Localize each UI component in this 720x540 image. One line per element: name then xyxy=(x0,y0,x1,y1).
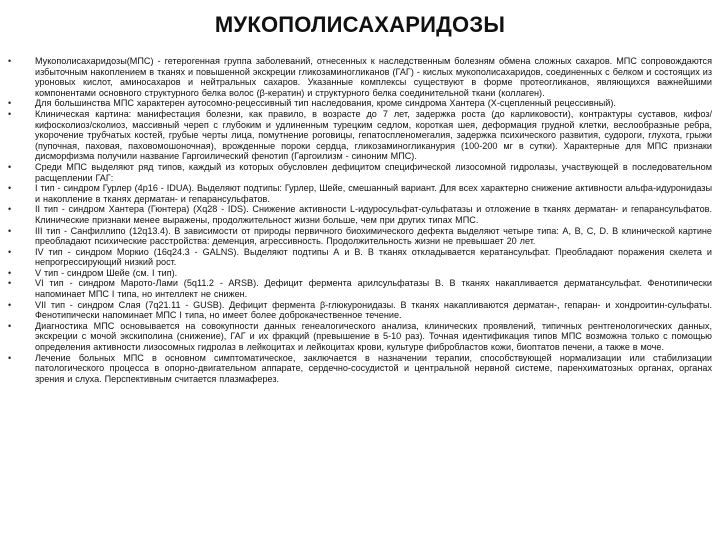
bullet-icon: • xyxy=(8,204,12,215)
bullet-icon: • xyxy=(8,278,12,289)
list-item-text: IV тип - синдром Моркио (16q24.3 - GALNS). Выделяют подтипы А и В. В тканях откладывается кератансульфат. Преобладают поражения скелета и непрогрессирующий низкий рост. xyxy=(35,246,712,268)
list-item xyxy=(8,247,712,268)
list-item-text: Для большинства МПС характерен аутосомно-рецессивный тип наследования, кроме синдрома Хантера (Х-сцепленный рецессивный). xyxy=(35,98,616,109)
list-item-text: VI тип - синдром Марото-Лами (5q11.2 - ARSB). Дефицит фермента арилсульфатазы В. В тканях накапливается дерматансульфат. Фенотипически напоминает МПС I типа, но интеллект не снижен. xyxy=(35,278,712,300)
list-item-text: V тип - синдром Шейе (см. I тип). xyxy=(35,267,178,278)
list-item xyxy=(8,268,712,279)
list-item xyxy=(8,353,712,385)
bullet-icon: • xyxy=(8,352,12,363)
list-item-text: II тип - синдром Хантера (Гюнтера) (Xq28 - IDS). Снижение активности L-идуросульфат-сульфатазы и отложение в тканях дерматан- и гепарансульфатов. Клинические признаки менее выражены, продолжительност жизни больше, чем при других типах МПС. xyxy=(35,204,712,225)
bullet-icon: • xyxy=(8,267,12,278)
bullet-icon: • xyxy=(8,98,12,109)
bullet-icon: • xyxy=(8,299,12,310)
bullet-icon: • xyxy=(8,108,12,119)
list-item xyxy=(8,56,712,98)
list-item xyxy=(8,204,712,225)
list-item-text: VII тип - синдром Слая (7q21.11 - GUSB). Дефицит фермента β-глюкуронидазы. В тканях накапливаются дерматан-, гепаран- и хондроитин-сульфаты. Фенотипически напоминает МПС I типа, но имеет более доброкачественное течение. xyxy=(35,299,712,321)
list-item-text: Диагностика МПС основывается на совокупности данных генеалогического анализа, клинических проявлений, типичных рентгенологических данных, экскреции с мочой экскиполина (снижение), ГАГ и их фракций (превышение в 5-10 раз). Точная идентификация типов МПС возможна только с помощью определения активности лизосомных гидролаз в лейкоцитах и лейкоцитах крови, культуре фибробластов кожи, биоптатов печени, а также в моче. xyxy=(35,320,712,353)
list-item xyxy=(8,300,712,321)
bullet-icon: • xyxy=(8,225,12,236)
list-item-text: I тип - синдром Гурлер (4р16 - IDUA). Выделяют подтипы: Гурлер, Шейе, смешанный вариант. Для всех характерно снижение активности альфа-идуронидазы и накопление в тканях дерматан- и гепарансульфатов. xyxy=(35,183,712,204)
list-item xyxy=(8,183,712,204)
bullet-icon: • xyxy=(8,246,12,257)
page-title: МУКОПОЛИСАХАРИДОЗЫ xyxy=(214,12,506,37)
bullet-icon: • xyxy=(8,161,12,172)
list-item xyxy=(8,321,712,353)
bullet-icon: • xyxy=(8,56,12,66)
list-item xyxy=(8,226,712,247)
list-item-text: Клиническая картина: манифестация болезни, как правило, в возрасте до 7 лет, задержка роста (до карликовости), контрактуры суставов, кифоз/кифосколиоз/сколиоз, массивный череп с глубоким и удлиненным турецким седлом, короткая шея, деформация грудной клетки, веслообразные ребра, укорочение трубчатых костей, грубые черты лица, помутнение роговицы, гепатоспленомегалия, задержка психического развития, судороги, глухота, грыжи (пупочная, паховая, паховомошоночная), врожденные пороки сердца, гликозаминогликанурия (100-200 мг в сутки). Характерные для МПС признаки дисморфизма получили название Гаргоилический фенотип (Гаргоилизм - синоним МПС). xyxy=(35,108,712,162)
list-item xyxy=(8,98,712,109)
list-item-text: Лечение больных МПС в основном симптоматическое, заключается в назначении терапии, способствующей нормализации или стабилизации патологического процесса в опорно-двигательном аппарате, сердечно-сосудистой и центральной нервной системе, паренхиматозных органах, органах зрения и слуха. Перспективным считается плазмаферез. xyxy=(35,352,712,384)
bullet-icon: • xyxy=(8,183,12,194)
list-item xyxy=(8,109,712,162)
list-item-text: Среди МПС выделяют ряд типов, каждый из которых обусловлен дефицитом специфической лизосомной гидролазы, участвующей в последовательном расщеплении ГАГ: xyxy=(35,161,712,183)
list-item xyxy=(8,162,712,183)
bullet-icon: • xyxy=(8,320,12,331)
list-item-text: Мукополисахаридозы(МПС) - гетерогенная группа заболеваний, отнесенных к наследственным болезням обмена сложных сахаров. МПС сопровождаются избыточным накоплением в тканях и повышенной экскреции гликозаминогликанов (ГАГ) - кислых мукополисахаридов, соединенных с белком и состоящих из уроновых кислот, аминосахаров и нейтральных сахаров. Указанные комплексы существуют в форме протеогликанов, являющихся важнейшими компонентами основного структурного белка волос (β-кератин) и структурного белка соединительной ткани (коллаген). xyxy=(35,56,712,98)
list-item-text: III тип - Санфиллипо (12q13.4). В зависимости от природы первичного биохимического дефекта выделяют четыре типа: A, B, C, D. В клинической картине преобладают психические расстройства: деменция, агрессивность. Продолжительность жизни не превышает 20 лет. xyxy=(35,225,712,247)
bullet-list xyxy=(8,56,712,384)
list-item xyxy=(8,278,712,299)
